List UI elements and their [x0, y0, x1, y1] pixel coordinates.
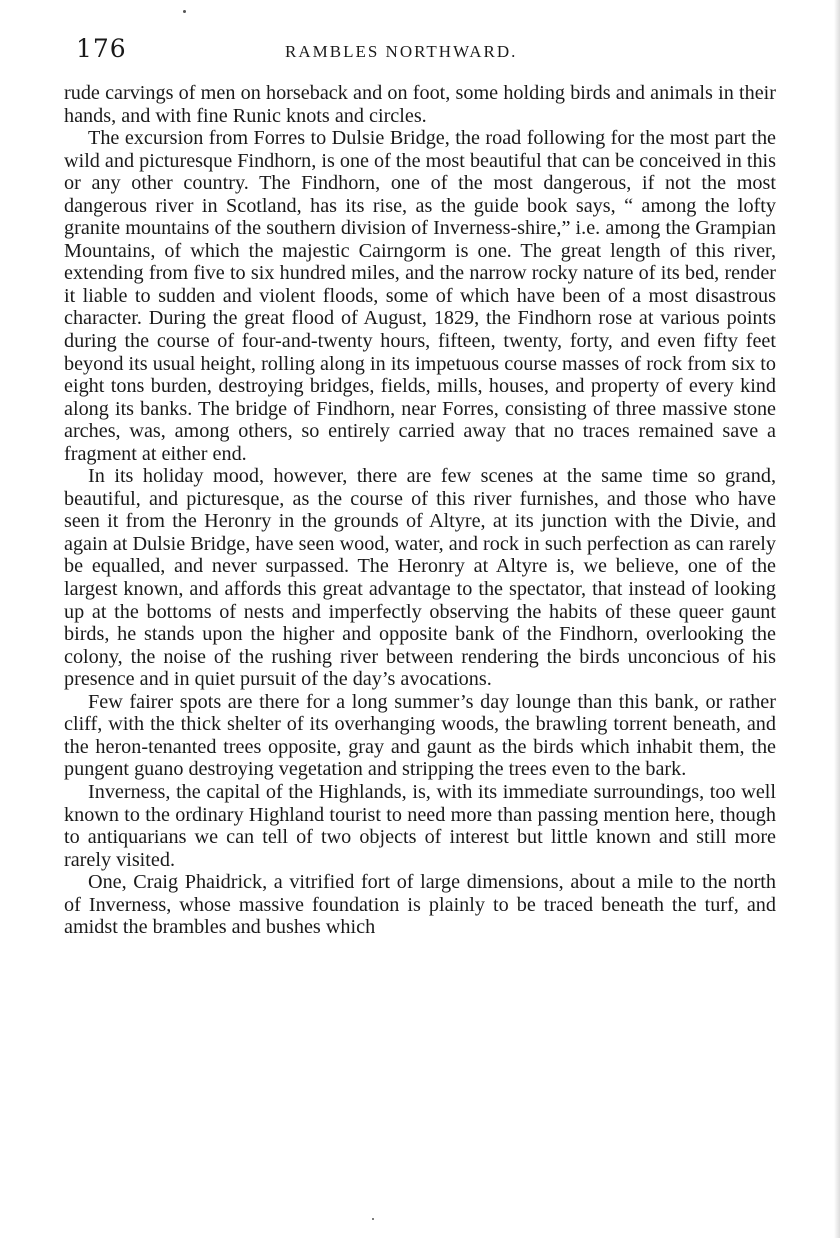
running-title: RAMBLES NORTHWARD.	[285, 42, 518, 61]
paragraph-inverness: Inverness, the capital of the Highlands, is, with its immediate surroundings, too well known to the ordinary Highland tourist to need more than passing mention here, though to antiquarians we can tell of two objects of interest but little known and still more rarely visited.	[64, 780, 776, 871]
print-speck	[372, 1218, 374, 1220]
paragraph-findhorn-excursion: The excursion from Forres to Dulsie Bridge, the road following for the most part the wild and picturesque Findhorn, is one of the most beautiful that can be conceived in this or any other country. The Findhorn, one of the most dangerous, if not the most dangerous river in Scotland, has its rise, as the guide book says, “ among the lofty granite mountains of the southern division of Inverness-shire,” i.e. among the Grampian Mountains, of which the majestic Cairngorm is one. The great length of this river, extending from five to six hundred miles, and the narrow rocky nature of its bed, render it liable to sudden and violent floods, some of which have been of a most disastrous character. During the great flood of August, 1829, the Findhorn rose at various points during the course of four-and-twenty hours, fifteen, twenty, forty, and even fifty feet beyond its usual height, rolling along in its impetuous course masses of rock from six to eight tons burden, destroying bridges, fields, mills, houses, and property of every kind along its banks. The bridge of Findhorn, near Forres, consisting of three massive stone arches, was, among others, so entirely carried away that no traces remained save a fragment at either end.	[64, 127, 777, 465]
page-number: 176	[76, 34, 127, 63]
paragraph-fairer-spots: Few fairer spots are there for a long summer’s day lounge than this bank, or rather cliff, with the thick shelter of its overhanging woods, the brawling torrent beneath, and the heron-tenanted trees opposite, gray and gaunt as the birds which inhabit them, the pungent guano destroying vegetation and stripping the trees even to the bark.	[64, 690, 776, 781]
body-text	[64, 82, 776, 939]
paragraph-continued: rude carvings of men on horseback and on foot, some holding birds and animals in their hands, and with fine Runic knots and circles.	[64, 82, 776, 127]
paragraph-holiday-mood: In its holiday mood, however, there are few scenes at the same time so grand, beautiful, and picturesque, as the course of this river furnishes, and those who have seen it from the Heronry in the grounds of Altyre, at its junction with the Divie, and again at Dulsie Bridge, have seen wood, water, and rock in such perfection as can rarely be equalled, and never surpassed. The Heronry at Altyre is, we believe, one of the largest known, and affords this great advantage to the spectator, that instead of looking up at the bottoms of nests and imperfectly observing the habits of these queer gaunt birds, he stands upon the higher and opposite bank of the Findhorn, overlooking the colony, the noise of the rushing river between rendering the birds unconcious of his presence and in quiet pursuit of the day’s avocations.	[64, 465, 776, 691]
paragraph-craig-phaidrick: One, Craig Phaidrick, a vitrified fort of large dimensions, about a mile to the north of Inverness, whose massive foundation is plainly to be traced beneath the turf, and amidst the brambles and bushes which	[64, 871, 776, 939]
print-speck	[183, 10, 186, 13]
page-edge-shadow	[834, 0, 840, 1238]
